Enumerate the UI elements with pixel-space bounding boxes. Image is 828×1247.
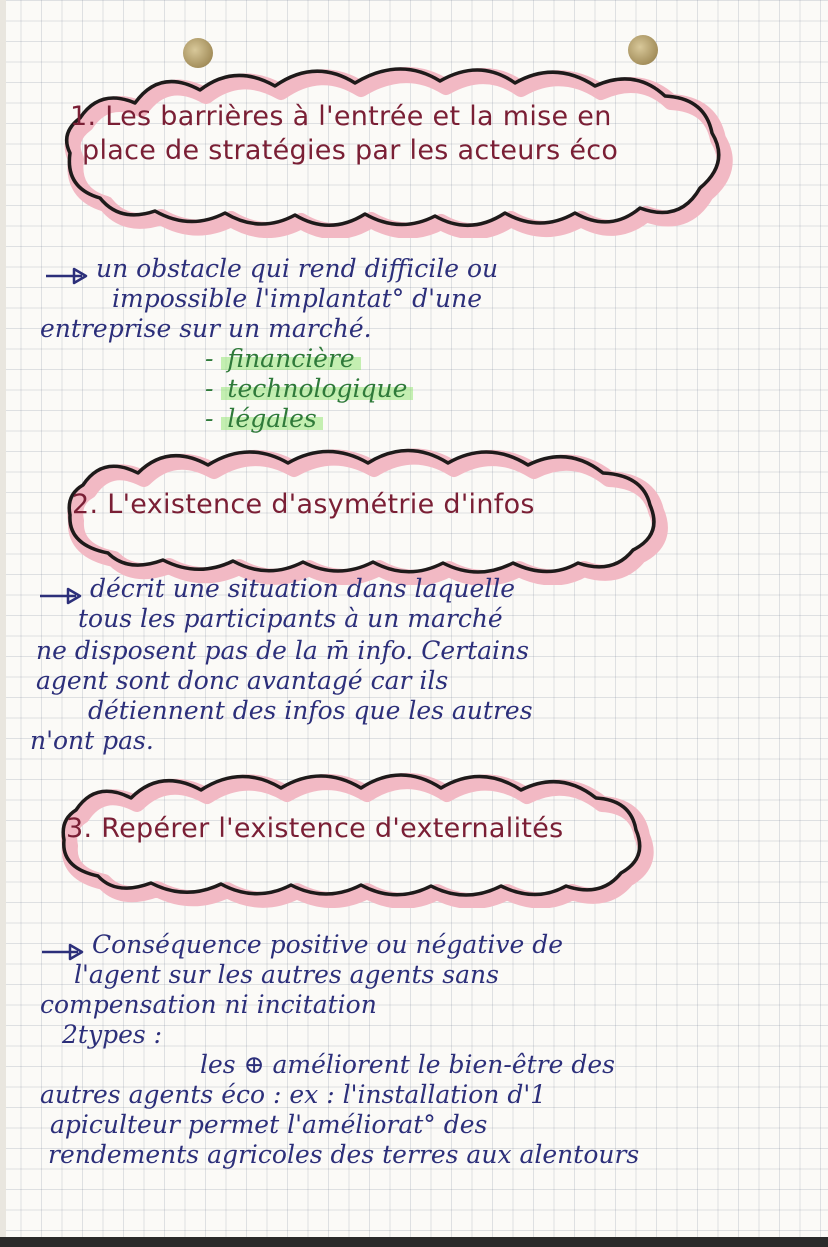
section-2-title: 2. L'existence d'asymétrie d'infos	[72, 489, 535, 520]
section-3-body-line: compensation ni incitation	[40, 990, 377, 1019]
section-1-title-line1: 1. Les barrières à l'entrée et la mise en	[70, 101, 612, 132]
section-3-title: 3. Repérer l'existence d'externalités	[66, 813, 564, 844]
list-item-label: financière	[221, 344, 360, 373]
section-2-body-line: n'ont pas.	[30, 726, 154, 755]
section-3-body-line: apiculteur permet l'améliorat° des	[50, 1110, 488, 1139]
section-3-body-line: les ⊕ améliorent le bien-être des	[200, 1050, 615, 1079]
section-2-body-line: ne disposent pas de la m̄ info. Certains	[36, 636, 529, 665]
section-3-body-line: rendements agricoles des terres aux alentours	[48, 1140, 640, 1169]
list-item-financiere: - financière	[205, 344, 361, 375]
page-edge	[0, 0, 6, 1247]
section-3-body-line: autres agents éco : ex : l'installation d'1	[40, 1080, 547, 1109]
section-2-body-line: détiennent des infos que les autres	[88, 696, 533, 725]
section-3-body-line: l'agent sur les autres agents sans	[74, 960, 499, 989]
section-1-body-line: un obstacle qui rend difficile ou	[96, 254, 499, 283]
section-3-body-line: 2types :	[62, 1020, 163, 1049]
list-item-legales: - légales	[205, 404, 323, 435]
section-3-body-line: Conséquence positive ou négative de	[92, 930, 564, 959]
section-1-title-line2: place de stratégies par les acteurs éco	[82, 135, 619, 166]
arrow-icon	[44, 266, 92, 286]
section-1-body-line: impossible l'implantat° d'une	[112, 284, 483, 313]
section-2-body-line: agent sont donc avantagé car ils	[36, 666, 449, 695]
list-item-label: légales	[221, 404, 322, 433]
arrow-icon	[40, 942, 88, 962]
list-item-technologique: - technologique	[205, 374, 413, 405]
section-1-body-line: entreprise sur un marché.	[40, 314, 372, 343]
section-2-body-line: décrit une situation dans laquelle	[90, 574, 516, 603]
arrow-icon	[38, 586, 86, 606]
page-bottom-edge	[0, 1237, 828, 1247]
section-2-body-line: tous les participants à un marché	[78, 604, 503, 633]
list-item-label: technologique	[221, 374, 413, 403]
